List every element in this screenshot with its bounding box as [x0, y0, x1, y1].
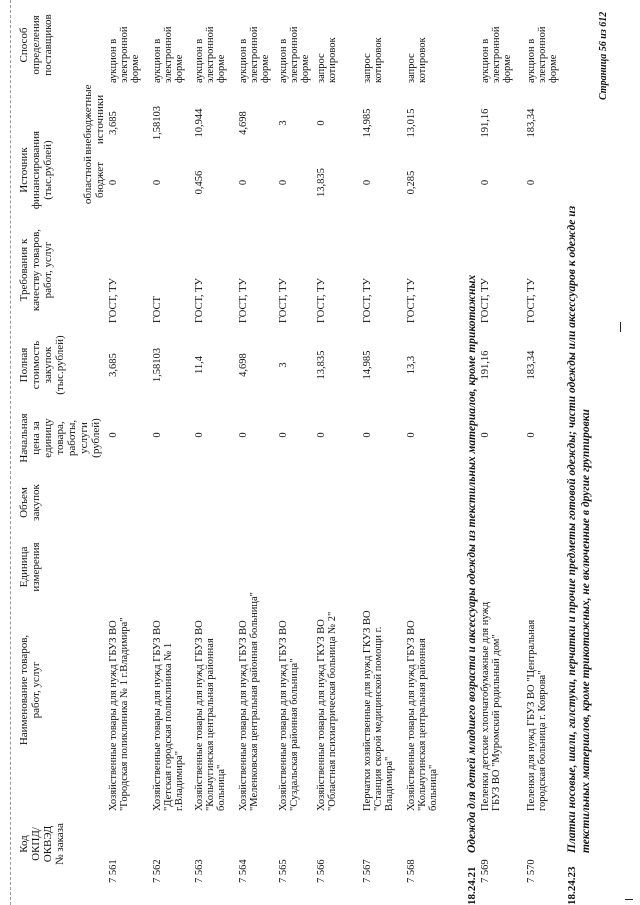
row-price: 0 — [480, 432, 491, 438]
header-unit: Единица измерения — [18, 542, 42, 592]
row-source-regional: 0 — [108, 179, 119, 186]
row-name: Хозяйственные товары для нужд ГБУЗ ВО "Кольчугинская центральная районная больница" — [194, 620, 228, 811]
row-number: 7 567 — [362, 859, 373, 883]
row-source-offbudget: 4,698 — [238, 111, 249, 135]
row-price: 0 — [406, 432, 417, 438]
row-number: 7 570 — [526, 859, 537, 883]
row-method: аукцион в электронной форме — [278, 26, 312, 83]
margin-mark — [620, 322, 621, 332]
row-requirements: ГОСТ, ТУ — [316, 278, 327, 323]
row-method: аукцион в электронной форме — [480, 26, 514, 83]
row-number: 7 562 — [152, 859, 163, 883]
row-price: 0 — [526, 432, 537, 438]
header-code: Код ОКПД/ ОКВЭД № заказа — [18, 823, 66, 865]
row-number: 7 568 — [406, 859, 417, 883]
header-source-regional: областной бюджет — [82, 155, 106, 205]
header-volume: Объем закупок — [18, 484, 42, 521]
row-source-offbudget: 3,685 — [108, 111, 119, 135]
row-method: запрос котировок — [316, 37, 339, 83]
page-number: Страница 56 из 612 — [598, 11, 609, 100]
row-price: 0 — [194, 432, 205, 438]
row-method: аукцион в электронной форме — [526, 26, 560, 83]
row-requirements: ГОСТ, ТУ — [194, 278, 205, 323]
group-code: 18.24.21 — [466, 866, 478, 905]
row-source-offbudget: 10,944 — [194, 108, 205, 138]
row-source-offbudget: 191,16 — [480, 108, 491, 138]
row-method: аукцион в электронной форме — [108, 26, 142, 83]
row-source-regional: 0 — [480, 179, 491, 186]
row-number: 7 569 — [480, 859, 491, 883]
row-name: Хозяйственные товары для нужд ГБУЗ ВО "Детская городская поликлиника № 1 г.Владимира" — [152, 620, 186, 811]
row-source-offbudget: 3 — [278, 120, 289, 126]
row-requirements: ГОСТ, ТУ — [480, 278, 491, 323]
header-source: Источник финансирования (тыс.рублей) — [18, 130, 54, 210]
row-source-regional: 0 — [238, 179, 249, 186]
header-name: Наименование товаров, работ, услуг — [18, 634, 42, 746]
row-source-regional: 0,285 — [406, 170, 417, 195]
row-name: Хозяйственные товары для нужд ГБУЗ ВО "Городская поликлиника № 1 г.Владимира" — [108, 617, 131, 811]
row-requirements: ГОСТ, ТУ — [108, 278, 119, 323]
row-name: Пеленки для нужд ГБУЗ ВО "Центральная городская больница г. Коврова" — [526, 619, 549, 811]
row-price: 0 — [152, 432, 163, 438]
row-source-offbudget: 183,34 — [526, 108, 537, 138]
row-source-regional: 0,456 — [194, 170, 205, 195]
row-cost: 3,685 — [108, 353, 119, 377]
row-number: 7 563 — [194, 859, 205, 883]
row-price: 0 — [362, 432, 373, 438]
row-name: Пеленки детские хлопчатобумажные для нужд ГБУЗ ВО "Муромский родильный дом" — [480, 601, 503, 811]
header-source-offbudget: внебюджетные источники — [82, 84, 106, 155]
row-name: Хозяйственные товары для нужд ГБУЗ ВО "Меленковская центральная районная больница" — [238, 592, 261, 811]
row-requirements: ГОСТ, ТУ — [406, 278, 417, 323]
row-source-offbudget: 0 — [316, 120, 327, 126]
row-name: Хозяйственные товары для нужд ГБУЗ ВО "Суздальская районная больница" — [278, 620, 301, 811]
row-price: 0 — [278, 432, 289, 438]
header-price: Начальная цена за единицу товара, работы, услуги (рублей) — [18, 413, 102, 463]
group-title-continued: текстильных материалов, кроме трикотажных, не включенные в другие группировки — [580, 409, 592, 853]
row-method: запрос котировок — [406, 37, 429, 83]
row-requirements: ГОСТ, ТУ — [238, 278, 249, 323]
row-cost: 11,4 — [194, 356, 205, 374]
header-method: Способ определения поставщиков — [18, 14, 54, 76]
row-requirements: ГОСТ, ТУ — [362, 278, 373, 323]
row-cost: 13,835 — [316, 350, 327, 380]
row-number: 7 565 — [278, 859, 289, 883]
header-top-line — [10, 0, 11, 905]
margin-mark — [625, 899, 633, 900]
row-cost: 3 — [278, 362, 289, 368]
row-source-offbudget: 14,985 — [362, 108, 373, 138]
row-cost: 13,3 — [406, 355, 417, 375]
row-source-offbudget: 13,015 — [406, 108, 417, 138]
row-cost: 4,698 — [238, 353, 249, 377]
row-cost: 183,34 — [526, 350, 537, 380]
row-source-regional: 0 — [526, 179, 537, 186]
row-name: Хозяйственные товары для нужд ГБУЗ ВО "Кольчугинская центральная районная больница" — [406, 620, 440, 811]
row-number: 7 564 — [238, 859, 249, 883]
row-number: 7 566 — [316, 859, 327, 883]
row-source-regional: 0 — [362, 179, 373, 186]
row-requirements: ГОСТ, ТУ — [278, 278, 289, 323]
row-requirements: ГОСТ — [152, 296, 163, 323]
row-name: Хозяйственные товары для нужд ГКУЗ ВО "Областная психиатрическая больница № 2" — [316, 611, 339, 811]
row-cost: 14,985 — [362, 350, 373, 380]
row-cost: 1,58103 — [152, 347, 163, 383]
group-title: Одежда для детей младшего возраста и аксессуары одежды из текстильных материалов, кроме трикотажных — [466, 274, 478, 853]
row-price: 0 — [316, 432, 327, 438]
row-price: 0 — [108, 432, 119, 438]
group-code: 18.24.23 — [566, 866, 578, 905]
row-name: Перчатки хозяйственные для нужд ГКУЗ ВО "Станция скорой медицинской помощи г. Владимира" — [362, 610, 396, 811]
row-price: 0 — [238, 432, 249, 438]
header-requirements: Требования к качеству товаров, работ, услуг — [18, 228, 54, 312]
row-cost: 191,16 — [480, 350, 491, 380]
header-cost: Полная стоимость закупок (тыс.рублей) — [18, 335, 66, 395]
group-title: Платки носовые, шали, галстуки, перчатки и прочие предметы готовой одежды; части одежды или аксессуаров к одежде из — [566, 205, 578, 853]
row-source-regional: 0 — [278, 179, 289, 186]
row-number: 7 561 — [108, 859, 119, 883]
row-method: запрос котировок — [362, 37, 385, 83]
row-method: аукцион в электронной форме — [238, 26, 272, 83]
row-requirements: ГОСТ, ТУ — [526, 278, 537, 323]
row-method: аукцион в электронной форме — [152, 26, 186, 83]
row-source-regional: 13,835 — [316, 168, 327, 197]
row-method: аукцион в электронной форме — [194, 26, 228, 83]
row-source-offbudget: 1,58103 — [152, 105, 163, 141]
row-source-regional: 0 — [152, 179, 163, 186]
